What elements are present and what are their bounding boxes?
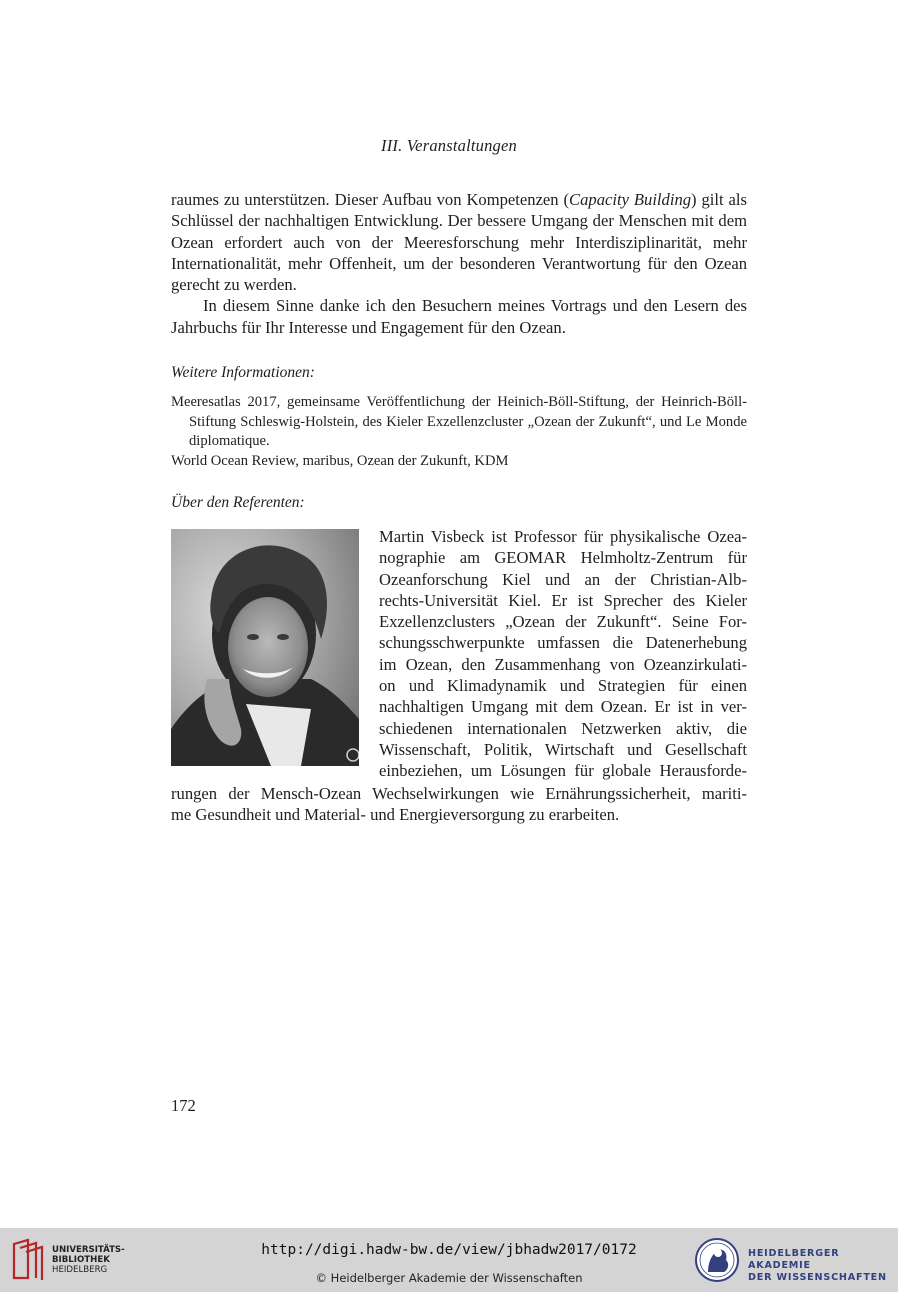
- page-number: 172: [171, 1096, 196, 1115]
- bio-line: on und Klimadynamik und Strategien für einen: [379, 676, 747, 696]
- body-text: [171, 189, 747, 338]
- academy-seal-icon[interactable]: [694, 1236, 740, 1284]
- ub-name-line: BIBLIOTHEK: [52, 1255, 110, 1265]
- ub-name-line: UNIVERSITÄTS-: [52, 1245, 125, 1255]
- viewer-footer: [0, 1228, 898, 1292]
- reference-item: World Ocean Review, maribus, Ozean der Zukunft, KDM: [171, 452, 509, 469]
- document-url-link[interactable]: http://digi.hadw-bw.de/view/jbhadw2017/0172: [261, 1242, 637, 1258]
- academy-name-line: HEIDELBERGER AKADEMIE: [748, 1248, 840, 1271]
- copyright-notice: © Heidelberger Akademie der Wissenschaften: [315, 1271, 583, 1285]
- ub-name-line: HEIDELBERG: [52, 1265, 108, 1275]
- paragraph-2: In diesem Sinne danke ich den Besuchern meines Vortrags und den Lesern des Jahrbuchs für Ihr Interesse und Engagement für den Ozean.: [171, 296, 747, 337]
- about-speaker-heading: Über den Referenten:: [171, 494, 305, 511]
- bio-line: Wissenschaft, Politik, Wirtschaft und Gesellschaft: [379, 739, 747, 759]
- reference-item: Meeresatlas 2017, gemeinsame Veröffentlichung der Heinich-Böll-Stiftung, der Heinrich-Böll-Stiftung Schleswig-Holstein, des Kieler Exzellenzcluster „Ozean der Zukunft“, und Le Monde diplomatique.: [171, 394, 747, 450]
- bio-line: schiedenen internationalen Netzwerken aktiv, die: [379, 718, 747, 738]
- bio-line: nographie am GEOMAR Helmholtz-Zentrum für: [379, 548, 747, 568]
- bio-line: Exzellenzclusters „Ozean der Zukunft“. Seine For-: [379, 612, 747, 632]
- bio-line: me Gesundheit und Material- und Energieversorgung zu erarbeiten.: [171, 805, 620, 825]
- speaker-portrait: [171, 529, 359, 766]
- bio-line: nachhaltigen Umgang mit dem Ozean. Er ist in ver-: [379, 697, 747, 717]
- paragraph-1-italic-term: Capacity Building: [569, 190, 692, 209]
- paragraph-1: [171, 189, 747, 295]
- speaker-bio-wrapped: [379, 526, 747, 782]
- portrait-image: [171, 529, 359, 766]
- academy-name-line: DER WISSENSCHAFTEN: [748, 1272, 887, 1283]
- bio-line: schungsschwerpunkte umfassen die Datenerhebung: [379, 633, 747, 653]
- speaker-bio-continued: [171, 783, 747, 826]
- bio-line: einbeziehen, um Lösungen für globale Herausforde-: [379, 761, 747, 781]
- bio-line: rechts-Universität Kiel. Er ist Sprecher des Kieler: [379, 590, 747, 610]
- bio-line: Ozeanforschung Kiel und an der Christian-Alb-: [379, 569, 747, 589]
- paragraph-1-text-a: raumes zu unterstützen. Dieser Aufbau von Kompetenzen (: [171, 190, 570, 209]
- further-info-heading: Weitere Informationen:: [171, 364, 315, 381]
- running-header: III. Veranstaltungen: [381, 136, 517, 155]
- bio-line: im Ozean, den Zusammenhang von Ozeanzirkulati-: [379, 654, 747, 674]
- bio-line: rungen der Mensch-Ozean Wechselwirkungen wie Ernährungssicherheit, mariti-: [171, 784, 747, 803]
- academy-name[interactable]: [748, 1248, 898, 1284]
- paragraph-1-text-b: ) gilt als Schlüssel der nachhaltigen Entwicklung. Der bessere Umgang der Menschen mit dem Ozean erfordert auch von der Meeresforschung mehr Interdisziplinarität, mehr Internationalität, mehr Offenheit, um der besonderen Verantwortung für den Ozean gerecht zu werden.: [171, 190, 747, 295]
- bio-line: Martin Visbeck ist Professor für physikalische Ozea-: [379, 527, 747, 546]
- reference-list: [171, 393, 747, 471]
